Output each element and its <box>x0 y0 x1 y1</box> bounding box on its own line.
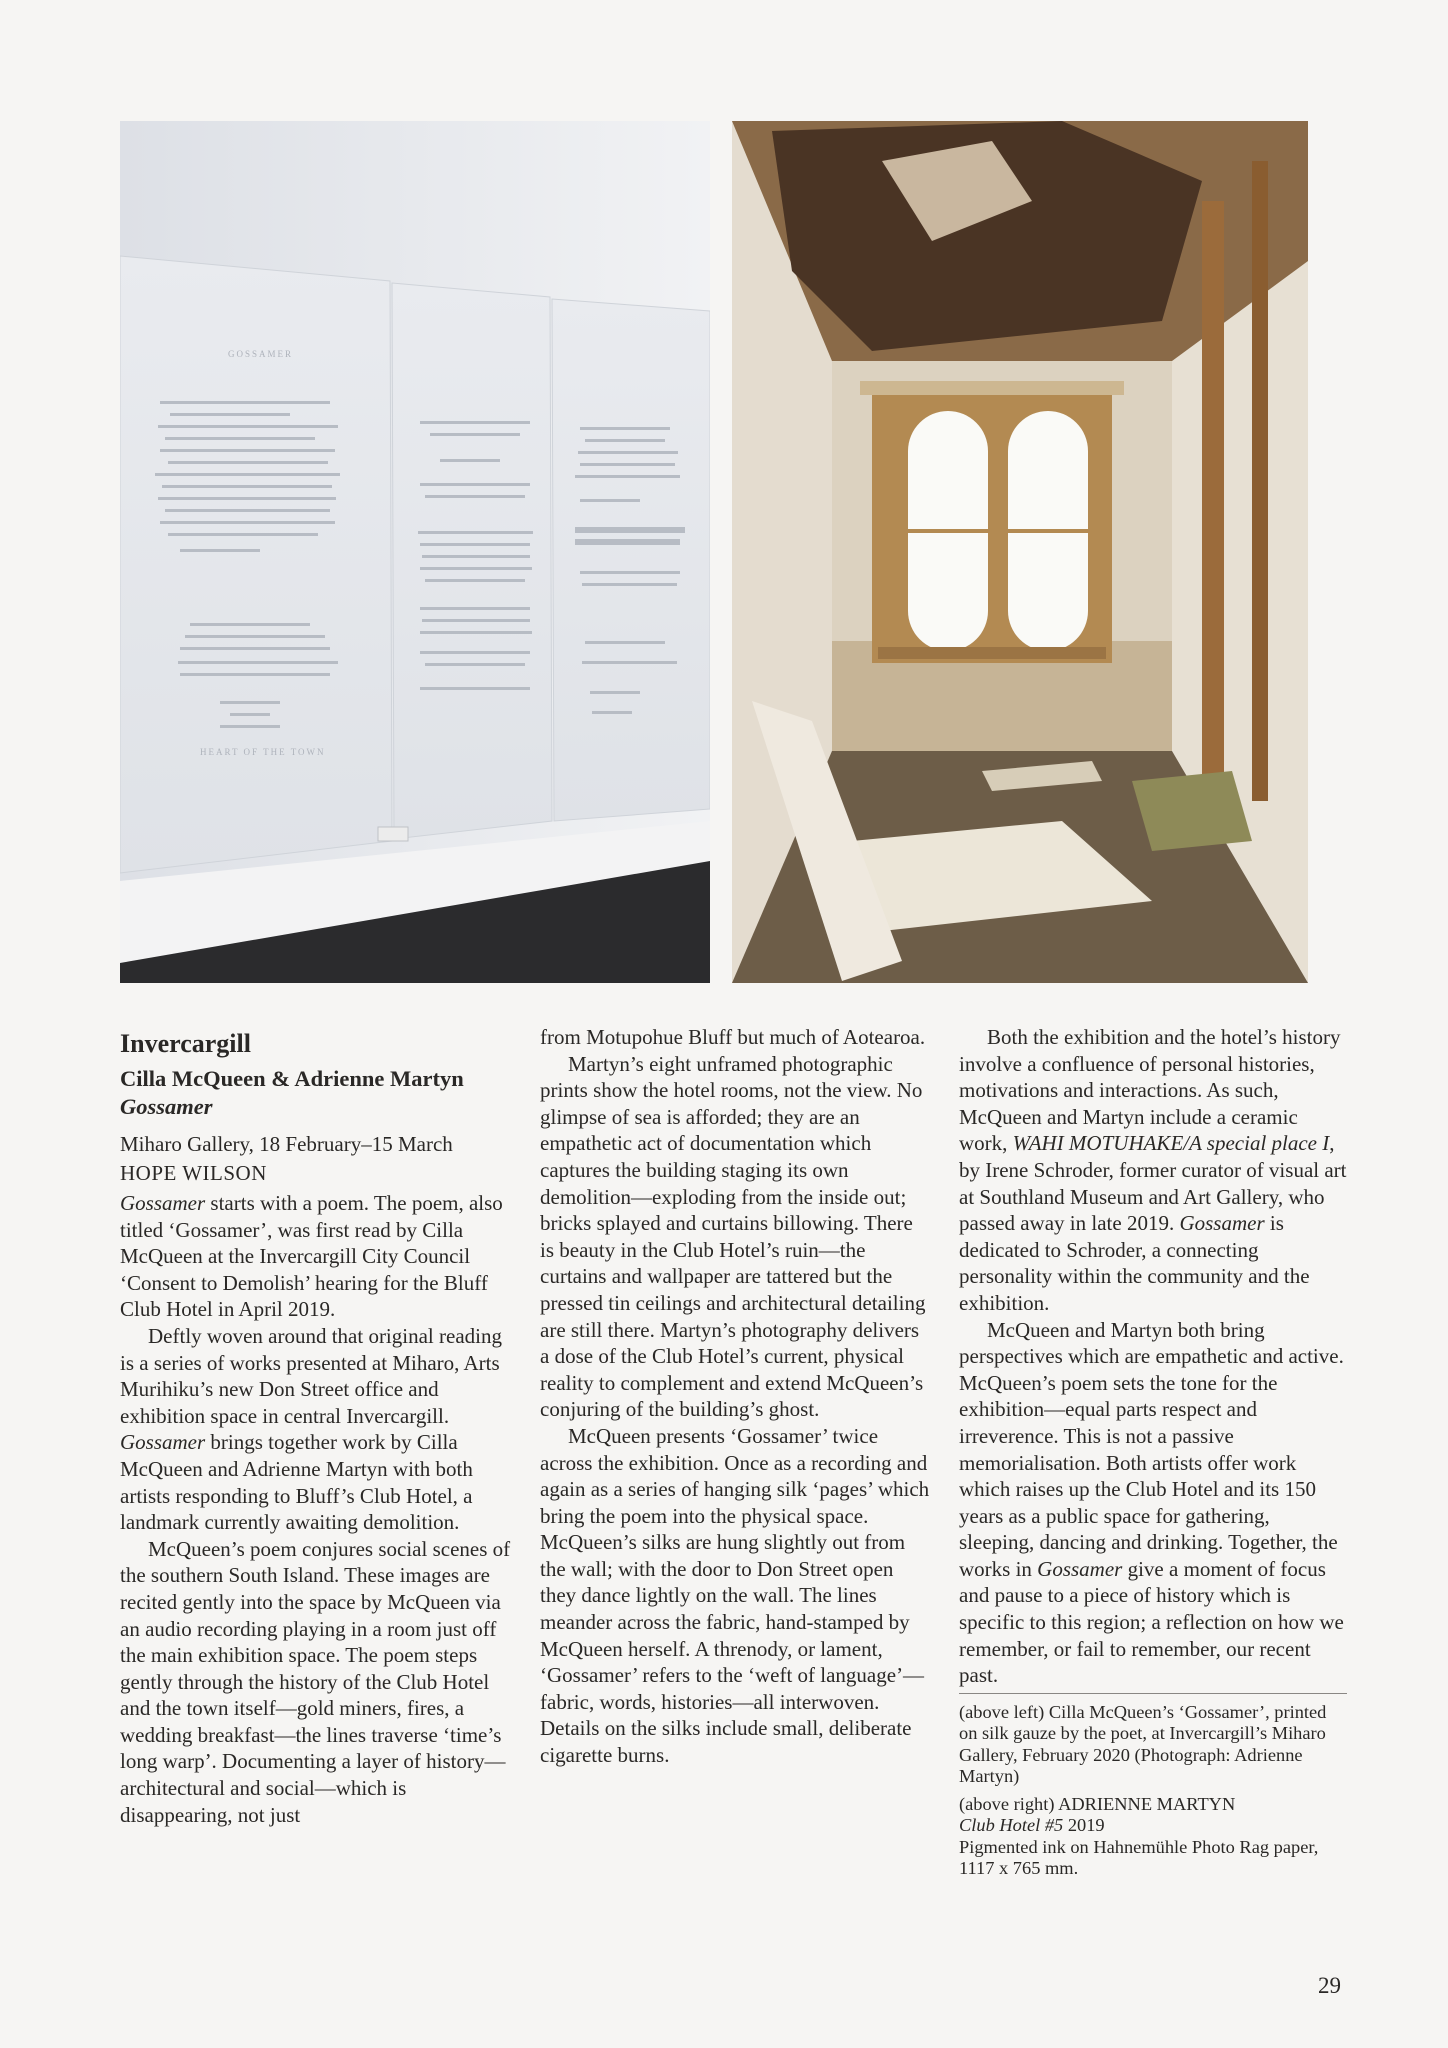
photo-gossamer-silks <box>120 121 710 983</box>
paragraph-2-text-a: Deftly woven around that original reading is a series of works presented at Miharo, Arts Murihiku’s new Don Street office and exhibition space in central Invercargill. <box>120 1323 502 1428</box>
paragraph-6-text-a: Both the exhibition and the hotel’s history involve a confluence of personal histories, motivations and interactions. As such, McQueen and Martyn include a ceramic work, <box>959 1025 1341 1156</box>
paragraph-6-text-b: , by Irene Schroder, former curator of visual art at Southland Museum and Art Gallery, who passed away in late 2019. <box>959 1131 1347 1236</box>
caption-right-title: Club Hotel #5 <box>959 1815 1064 1836</box>
paragraph-7 <box>959 1317 1347 1689</box>
paragraph-2 <box>120 1323 512 1536</box>
paragraph-7-title: Gossamer <box>1037 1556 1123 1581</box>
paragraph-3: McQueen’s poem conjures social scenes of the southern South Island. These images are recited gently into the space by McQueen via an audio recording playing in a room just off the main exhibition space. The poem steps gently through the history of the Club Hotel and the town itself—gold miners, fires, a wedding breakfast—the lines traverse ‘time’s long warp’. Documenting a layer of history—architectural and social—which is disappearing, not just <box>120 1536 511 1827</box>
gallery-dates: Miharo Gallery, 18 February–15 March <box>120 1132 453 1156</box>
paragraph-6-title: Gossamer <box>1179 1211 1265 1236</box>
paragraph-3-continued: from Motupohue Bluff but much of Aotearoa. <box>540 1025 926 1049</box>
caption-right-photo <box>959 1794 1347 1880</box>
silk-footer-text: HEART OF THE TOWN <box>200 747 326 757</box>
caption-divider <box>959 1693 1347 1694</box>
paragraph-6 <box>959 1024 1347 1317</box>
caption-right-label: (above right) ADRIENNE MARTYN <box>959 1793 1236 1814</box>
paragraph-2-text-b: brings together work by Cilla McQueen and Adrienne Martyn with both artists responding to Bluff’s Club Hotel, a landmark currently awaiting demolition. <box>120 1430 473 1535</box>
paragraph-7-text-a: McQueen and Martyn both bring perspectives which are empathetic and active. McQueen’s poem sets the tone for the exhibition—equal parts respect and irreverence. This is not a passive memorialisation. Both artists offer work which raises up the Club Hotel and its 150 years as a public space for gathering, sleeping, dancing and drinking. Together, the works in <box>959 1317 1344 1581</box>
silk-title-text: GOSSAMER <box>228 349 294 359</box>
paragraph-7-text-b: give a moment of focus and pause to a piece of history which is specific to this region; a reflection on how we remember, or fail to remember, our recent past. <box>959 1556 1344 1688</box>
paragraph-1 <box>120 1190 512 1323</box>
article-column-3 <box>959 1024 1347 1886</box>
page-number: 29 <box>1318 1973 1341 1998</box>
photo-club-hotel-room <box>732 121 1308 983</box>
paragraph-2-title: Gossamer <box>120 1430 206 1455</box>
article-column-2 <box>540 1024 932 1769</box>
reviewer-name: HOPE WILSON <box>120 1161 267 1185</box>
paragraph-4: Martyn’s eight unframed photographic prints show the hotel rooms, not the view. No glimpse of sea is afforded; they are an empathetic act of documentation which captures the building staging its own demolition—exploding from the inside out; bricks splayed and curtains billowing. There is beauty in the Club Hotel’s ruin—the curtains and wallpaper are tattered but the pressed tin ceilings and architectural detailing are still there. Martyn’s photography delivers a dose of the Club Hotel’s current, physical reality to complement and extend McQueen’s conjuring of the building’s ghost. <box>540 1051 926 1422</box>
ceramic-work-title: WAHI MOTUHAKE/A special place I <box>1012 1131 1330 1156</box>
caption-left-photo: (above left) Cilla McQueen’s ‘Gossamer’, printed on silk gauze by the poet, at Invercargill’s Miharo Gallery, February 2020 (Photograph: Adrienne Martyn) <box>959 1701 1327 1787</box>
caption-right-year: 2019 <box>1063 1815 1105 1836</box>
caption-right-title-line <box>959 1815 1347 1837</box>
article-column-1 <box>120 1024 512 1828</box>
exhibition-title: Gossamer <box>120 1094 213 1119</box>
venue-heading: Invercargill <box>120 1029 251 1058</box>
paragraph-5: McQueen presents ‘Gossamer’ twice across the exhibition. Once as a recording and again as a series of hanging silk ‘pages’ which bring the poem into the physical space. McQueen’s silks are hung slightly out from the wall; with the door to Don Street open they dance lightly on the wall. The lines meander across the fabric, hand-stamped by McQueen herself. A threnody, or lament, ‘Gossamer’ refers to the ‘weft of language’—fabric, words, histories—all interwoven. Details on the silks include small, deliberate cigarette burns. <box>540 1423 930 1768</box>
artists-heading: Cilla McQueen & Adrienne Martyn <box>120 1066 464 1091</box>
paragraph-1-text: starts with a poem. The poem, also titled ‘Gossamer’, was first read by Cilla McQueen at the Invercargill City Council ‘Consent to Demolish’ hearing for the Bluff Club Hotel in April 2019. <box>120 1191 503 1322</box>
paragraph-6-text-c: is dedicated to Schroder, a connecting personality within the community and the exhibition. <box>959 1211 1310 1315</box>
caption-right-medium: Pigmented ink on Hahnemühle Photo Rag paper, 1117 x 765 mm. <box>959 1836 1319 1879</box>
paragraph-1-title: Gossamer <box>120 1191 206 1215</box>
